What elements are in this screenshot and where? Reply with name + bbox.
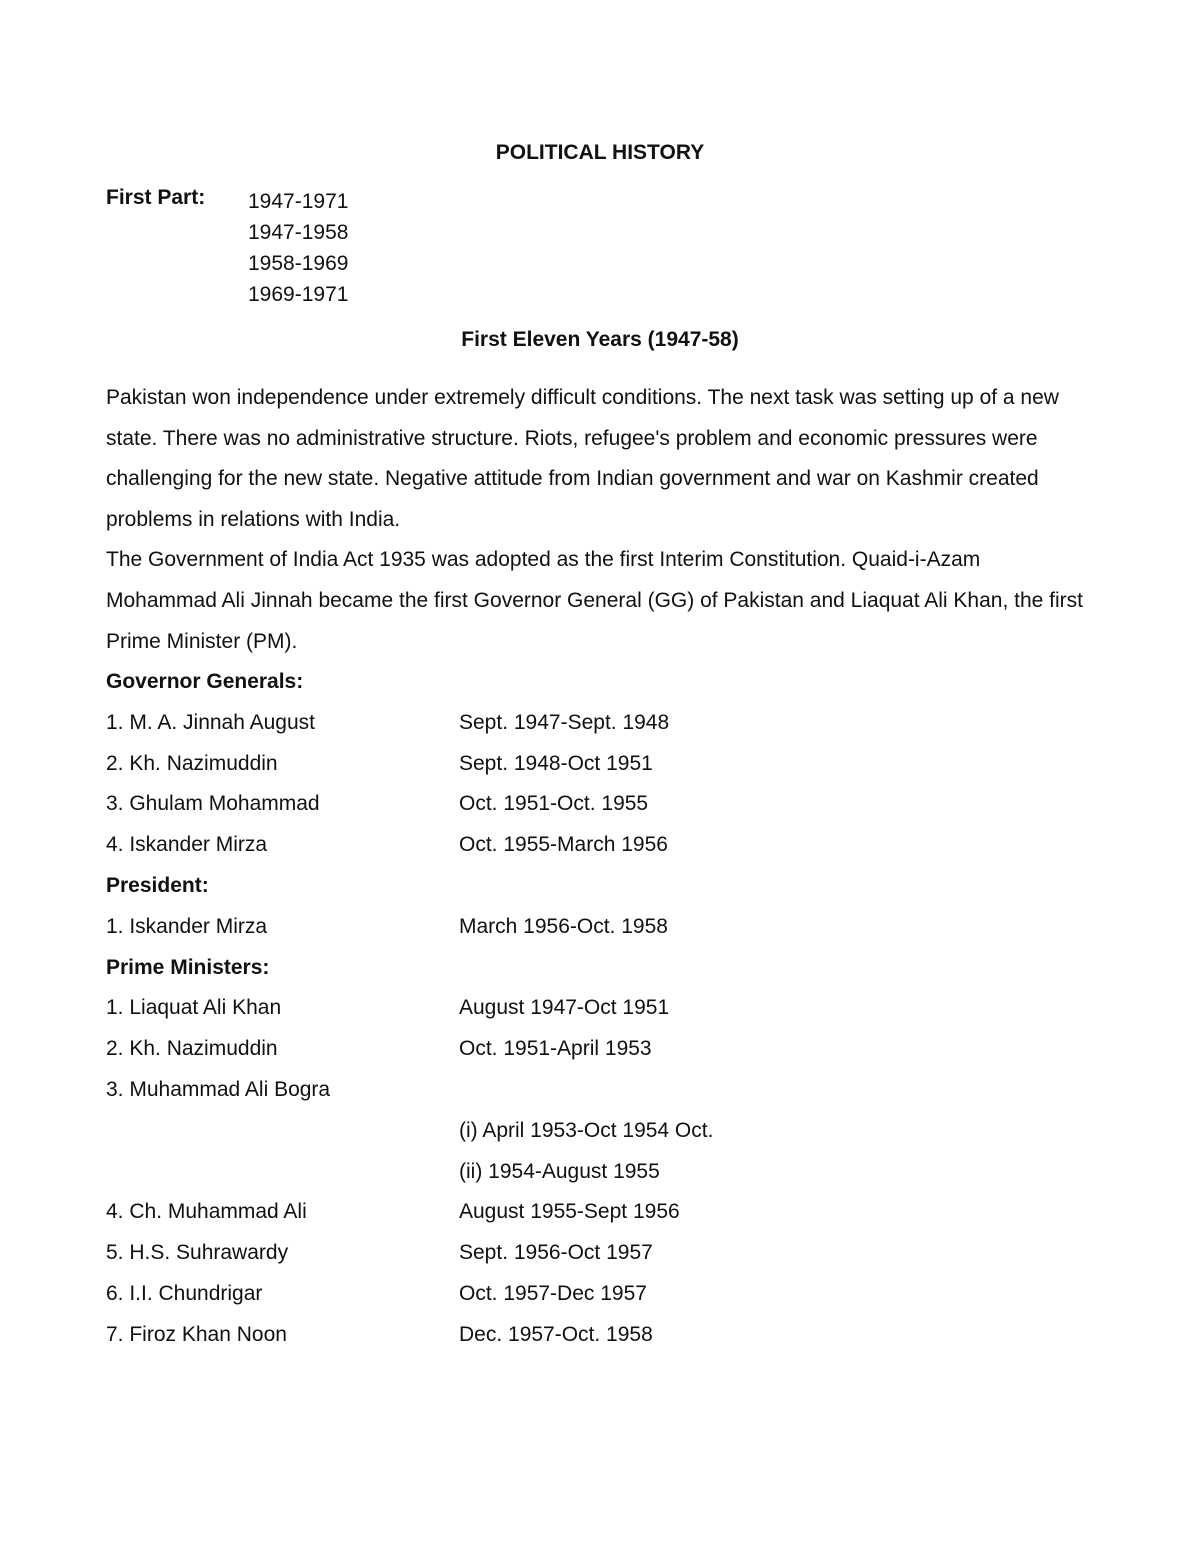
term-dates: August 1947-Oct 1951: [459, 996, 670, 1020]
paragraph: Pakistan won independence under extremely difficult conditions. The next task was setting up of a new state. There was no administrative structure. Riots, refugee's problem and economic pressures were challenging for the new state. Negative attitude from Indian government and war on Kashmir created problems in relations with India.: [106, 386, 1059, 531]
year-range: 1947-1971: [248, 190, 349, 213]
list-item: [106, 1315, 1006, 1356]
list-item: [106, 784, 1006, 825]
first-part-years: [248, 186, 348, 310]
list-item: [106, 1152, 1006, 1193]
list-item: [106, 1029, 1006, 1070]
officeholder-name: 2. Kh. Nazimuddin: [106, 1037, 278, 1061]
term-dates: Sept. 1948-Oct 1951: [459, 751, 653, 775]
term-dates: Sept. 1947-Sept. 1948: [459, 710, 670, 734]
term-dates: Oct. 1957-Dec 1957: [459, 1281, 647, 1305]
term-dates: Oct. 1951-Oct. 1955: [459, 792, 649, 816]
list-item: [106, 988, 1006, 1029]
section-title: First Eleven Years (1947-58): [461, 328, 739, 351]
first-part-label: First Part:: [106, 186, 206, 209]
term-dates: (i) April 1953-Oct 1954 Oct.: [459, 1118, 714, 1142]
officeholder-name: 1. M. A. Jinnah August: [106, 710, 315, 734]
officeholder-name: 2. Kh. Nazimuddin: [106, 751, 278, 775]
year-range: 1947-1958: [248, 221, 349, 244]
list-item: [106, 1070, 1006, 1111]
term-dates: August 1955-Sept 1956: [459, 1200, 680, 1224]
list-item: [106, 1192, 1006, 1233]
year-range: 1969-1971: [248, 283, 349, 306]
officeholder-name: 3. Muhammad Ali Bogra: [106, 1077, 331, 1101]
list-item: [106, 1233, 1006, 1274]
office-holders-list: [106, 662, 1006, 1356]
officeholder-name: 3. Ghulam Mohammad: [106, 792, 320, 816]
list-item: [106, 1111, 1006, 1152]
officeholder-name: 1. Iskander Mirza: [106, 914, 268, 938]
term-dates: Dec. 1957-Oct. 1958: [459, 1322, 653, 1346]
term-dates: Sept. 1956-Oct 1957: [459, 1241, 653, 1265]
officeholder-name: 4. Ch. Muhammad Ali: [106, 1200, 307, 1224]
officeholder-name: 6. I.I. Chundrigar: [106, 1281, 263, 1305]
paragraph: The Government of India Act 1935 was adopted as the first Interim Constitution. Quaid-i-Azam Mohammad Ali Jinnah became the first Governor General (GG) of Pakistan and Liaquat Ali Khan, the first Prime Minister (PM).: [106, 548, 1083, 653]
president-heading: President:: [106, 873, 209, 897]
officeholder-name: 1. Liaquat Ali Khan: [106, 996, 282, 1020]
term-dates: March 1956-Oct. 1958: [459, 914, 668, 938]
officeholder-name: 7. Firoz Khan Noon: [106, 1322, 287, 1346]
officeholder-name: 4. Iskander Mirza: [106, 833, 268, 857]
list-item: [106, 907, 1006, 948]
term-dates: (ii) 1954-August 1955: [459, 1159, 660, 1183]
list-item: [106, 744, 1006, 785]
prime-ministers-heading: Prime Ministers:: [106, 955, 270, 979]
term-dates: Oct. 1951-April 1953: [459, 1037, 652, 1061]
governor-generals-heading: Governor Generals:: [106, 670, 304, 693]
officeholder-name: 5. H.S. Suhrawardy: [106, 1241, 289, 1265]
body-text: [106, 378, 1096, 662]
page-title: POLITICAL HISTORY: [495, 141, 705, 164]
list-item: [106, 825, 1006, 866]
list-item: [106, 703, 1006, 744]
list-item: [106, 1274, 1006, 1315]
year-range: 1958-1969: [248, 252, 349, 275]
term-dates: Oct. 1955-March 1956: [459, 833, 668, 857]
